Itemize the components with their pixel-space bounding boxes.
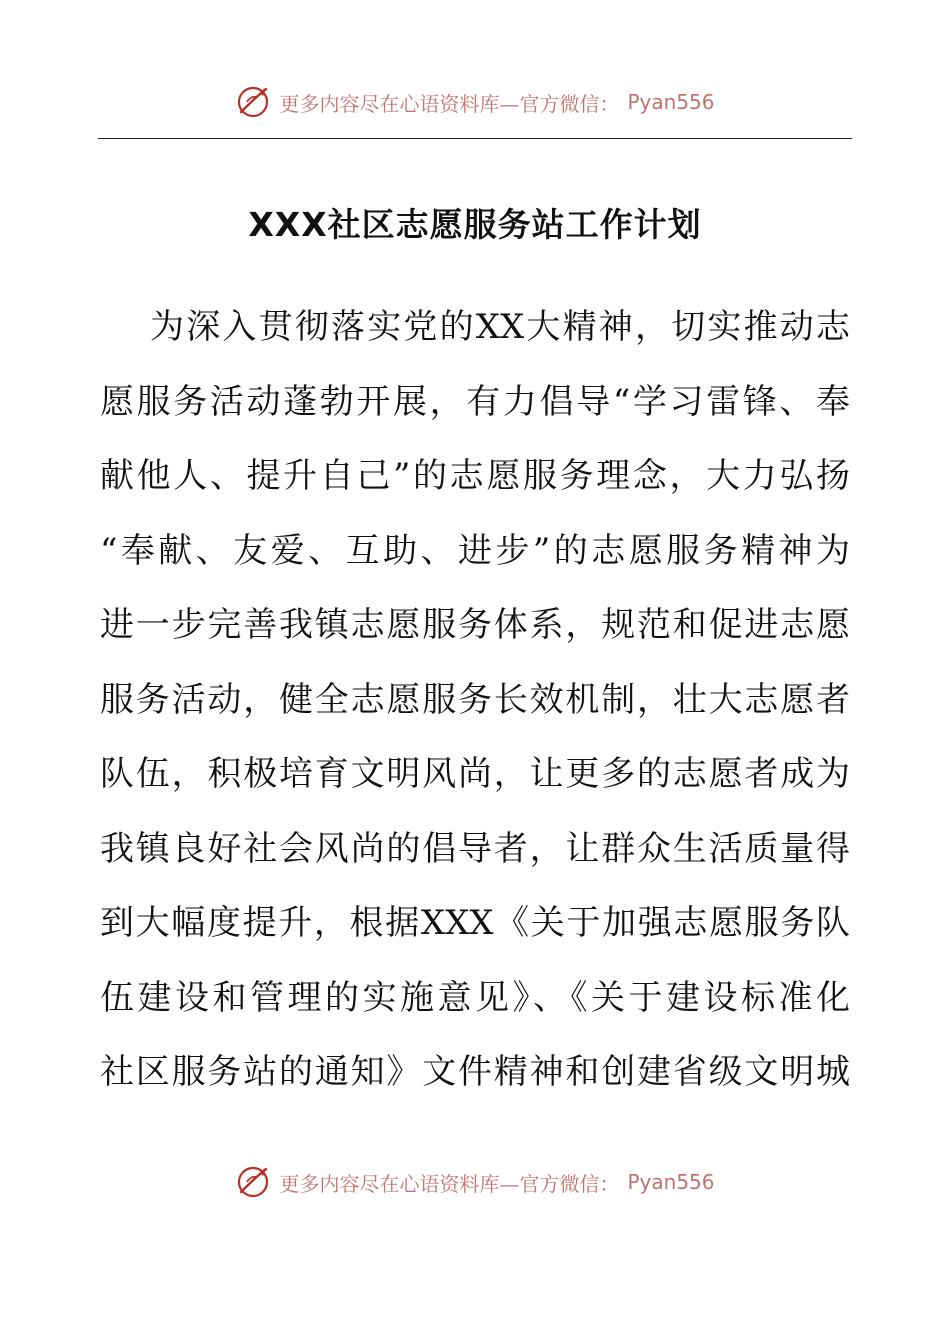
body-line: 到大幅度提升，根据XXX《关于加强志愿服务队 xyxy=(100,903,850,943)
body-line: 我镇良好社会风尚的倡导者，让群众生活质量得 xyxy=(100,828,850,869)
body-line: 为深入贯彻落实党的XX大精神，切实推动志 xyxy=(150,307,850,347)
footer-wechat-handle: Pyan556 xyxy=(627,1170,715,1194)
body-line: 进一步完善我镇志愿服务体系，规范和促进志愿 xyxy=(100,605,850,645)
body-line: “奉献、友爱、互助、进步”的志愿服务精神为 xyxy=(100,530,850,571)
document-body xyxy=(100,290,850,1110)
body-line: 队伍，积极培育文明风尚，让更多的志愿者成为 xyxy=(100,754,850,794)
body-line: 伍建设和管理的实施意见》、《关于建设标准化 xyxy=(100,977,850,1018)
body-line: 献他人、提升自己”的志愿服务理念，大力弘扬 xyxy=(100,456,850,496)
header-banner xyxy=(0,82,950,122)
header-divider xyxy=(98,138,852,139)
banner-text: 更多内容尽在心语资料库—官方微信： xyxy=(279,91,620,116)
pen-quill-logo-icon xyxy=(235,1164,271,1200)
document-title: XXX社区志愿服务站工作计划 xyxy=(248,205,702,244)
body-line: 愿服务活动蓬勃开展，有力倡导“学习雷锋、奉 xyxy=(100,381,850,422)
footer-banner xyxy=(0,1162,950,1202)
body-line: 社区服务站的通知》文件精神和创建省级文明城 xyxy=(100,1052,850,1092)
banner-wechat-handle: Pyan556 xyxy=(627,90,715,114)
footer-banner-text: 更多内容尽在心语资料库—官方微信： xyxy=(279,1171,620,1196)
body-line: 服务活动，健全志愿服务长效机制，壮大志愿者 xyxy=(100,679,850,720)
pen-quill-logo-icon xyxy=(235,84,271,120)
